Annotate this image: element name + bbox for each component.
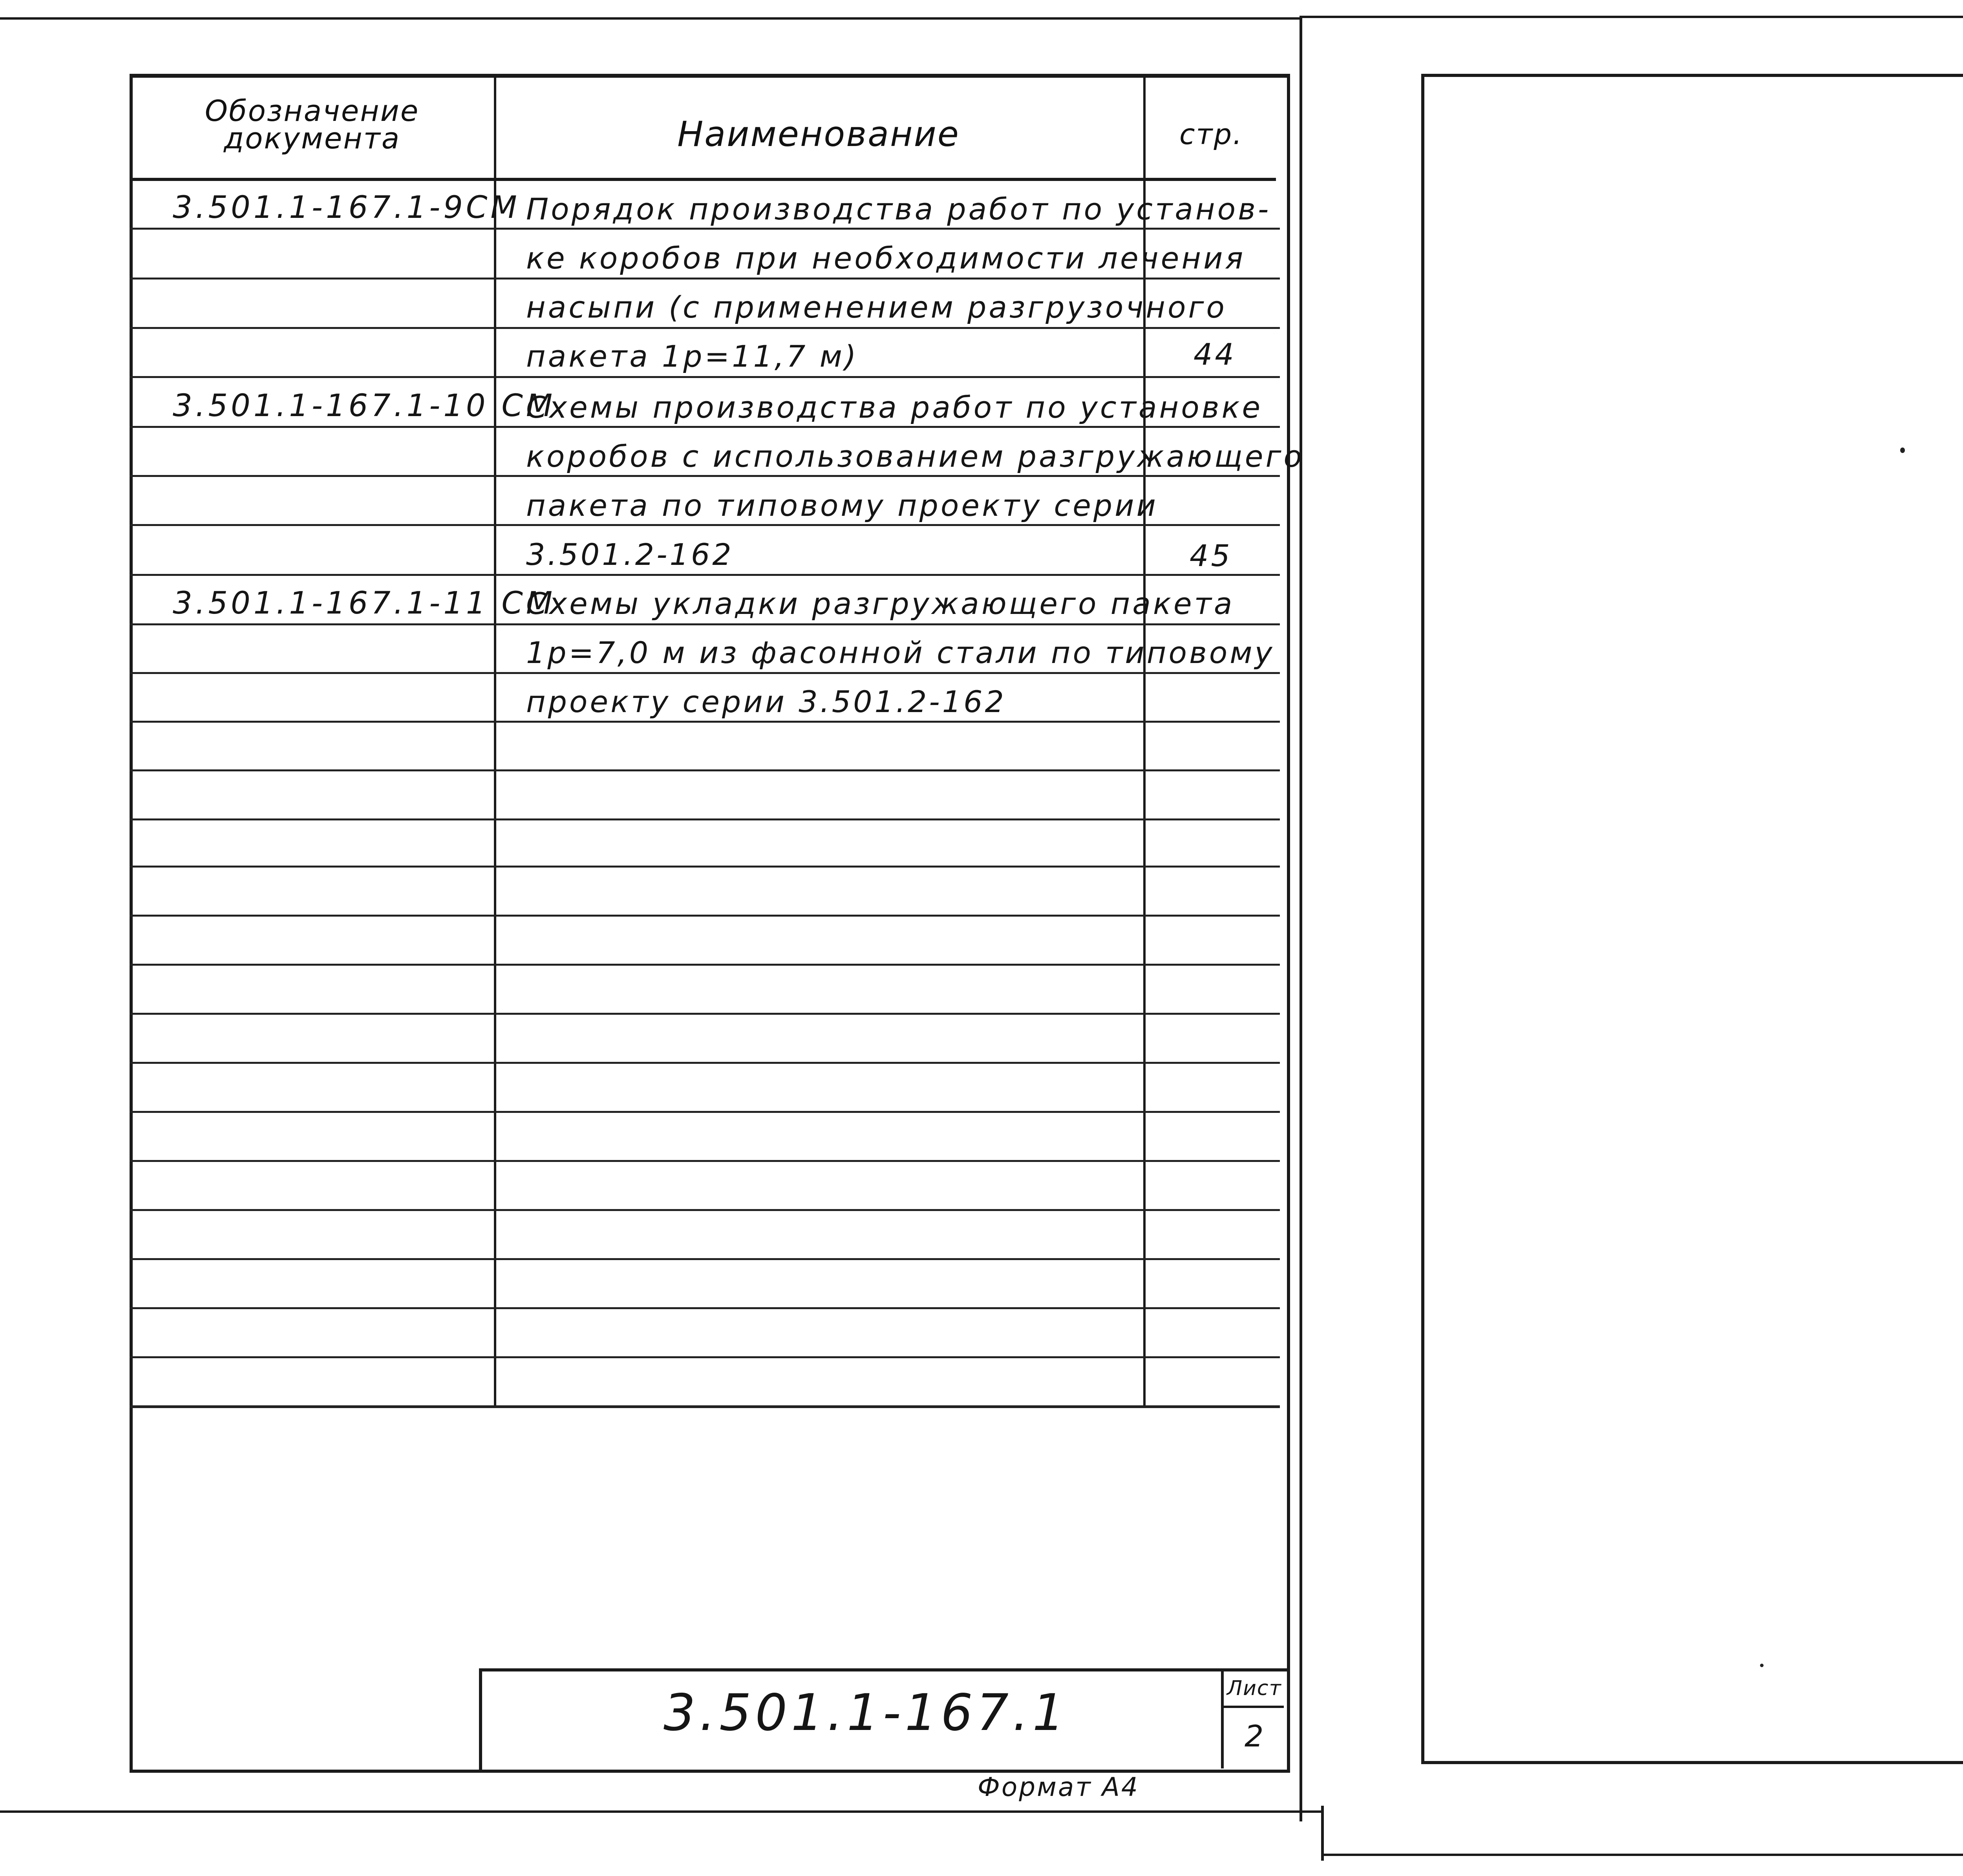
row-1-line-2: ке коробов при необходимости лечения — [526, 241, 1246, 276]
row-line — [130, 228, 1280, 230]
row-line — [130, 866, 1280, 868]
row-line — [130, 1160, 1280, 1162]
title-block-separator — [1221, 1668, 1224, 1768]
row-2-line-4: 3.501.2-162 — [526, 537, 734, 572]
row-line — [130, 426, 1280, 428]
title-block-sheet-divider — [1221, 1706, 1284, 1708]
row-line — [130, 1209, 1280, 1211]
page-bottom-edge-left — [0, 1810, 1323, 1813]
row-1-page: 44 — [1194, 337, 1236, 372]
row-2-code: 3.501.1-167.1-10 СМ — [173, 388, 556, 424]
row-3-line-2: 1р=7,0 м из фасонной стали по типовому — [526, 635, 1275, 670]
row-line — [130, 769, 1280, 771]
header-name: Наименование — [677, 114, 960, 154]
page-fold-divider — [1300, 16, 1302, 1821]
row-line — [130, 623, 1280, 625]
format-label: Формат А4 — [978, 1772, 1139, 1802]
page-top-edge-left — [0, 17, 1300, 20]
table-bottom-line — [130, 1405, 1280, 1408]
row-3-code: 3.501.1-167.1-11 СМ — [173, 586, 556, 621]
row-line — [130, 964, 1280, 966]
row-1-line-4: пакета 1р=11,7 м) — [526, 339, 859, 374]
row-line — [130, 1111, 1280, 1113]
column-separator-1 — [494, 74, 496, 1407]
row-line — [130, 721, 1280, 723]
stamp-designation: 3.501.1-167.1 — [663, 1684, 1069, 1742]
row-line — [130, 818, 1280, 820]
row-2-line-1: Схемы производства работ по установке — [526, 390, 1263, 425]
header-page: стр. — [1179, 118, 1243, 151]
row-2-line-3: пакета по типовому проекту серии — [526, 488, 1158, 523]
header-designation — [133, 94, 491, 155]
row-line — [130, 1307, 1280, 1309]
row-line — [130, 327, 1280, 329]
row-3-line-1: Схемы укладки разгружающего пакета — [526, 586, 1235, 621]
row-line — [130, 376, 1280, 378]
page-bottom-edge-right — [1323, 1854, 1963, 1856]
row-line — [130, 1258, 1280, 1260]
row-line — [130, 1356, 1280, 1358]
row-line — [130, 524, 1280, 526]
row-2-line-2: коробов с использованием разгружающего — [526, 439, 1304, 474]
page-fold-divider-lower — [1321, 1806, 1324, 1861]
speck — [1900, 448, 1905, 453]
row-line — [130, 574, 1280, 576]
row-line — [130, 278, 1280, 279]
row-line — [130, 1013, 1280, 1015]
stamp-sheet-number: 2 — [1245, 1719, 1266, 1754]
header-designation-line1: Обозначение — [205, 94, 420, 128]
row-1-line-3: насыпи (с применением разгрузочного — [526, 290, 1227, 325]
speck — [1760, 1664, 1764, 1667]
row-1-code: 3.501.1-167.1-9СМ — [173, 190, 520, 225]
row-line — [130, 475, 1280, 477]
row-2-page: 45 — [1190, 538, 1232, 573]
row-line — [130, 915, 1280, 917]
header-designation-line2: документа — [223, 122, 401, 155]
row-3-line-3: проекту серии 3.501.2-162 — [526, 684, 1006, 719]
right-sheet-frame — [1421, 74, 1963, 1764]
row-1-line-1: Порядок производства работ по установ- — [526, 192, 1271, 227]
stamp-sheet-label: Лист — [1227, 1677, 1282, 1700]
row-line — [130, 672, 1280, 674]
row-line — [130, 1062, 1280, 1064]
page-top-edge-right — [1300, 16, 1963, 18]
